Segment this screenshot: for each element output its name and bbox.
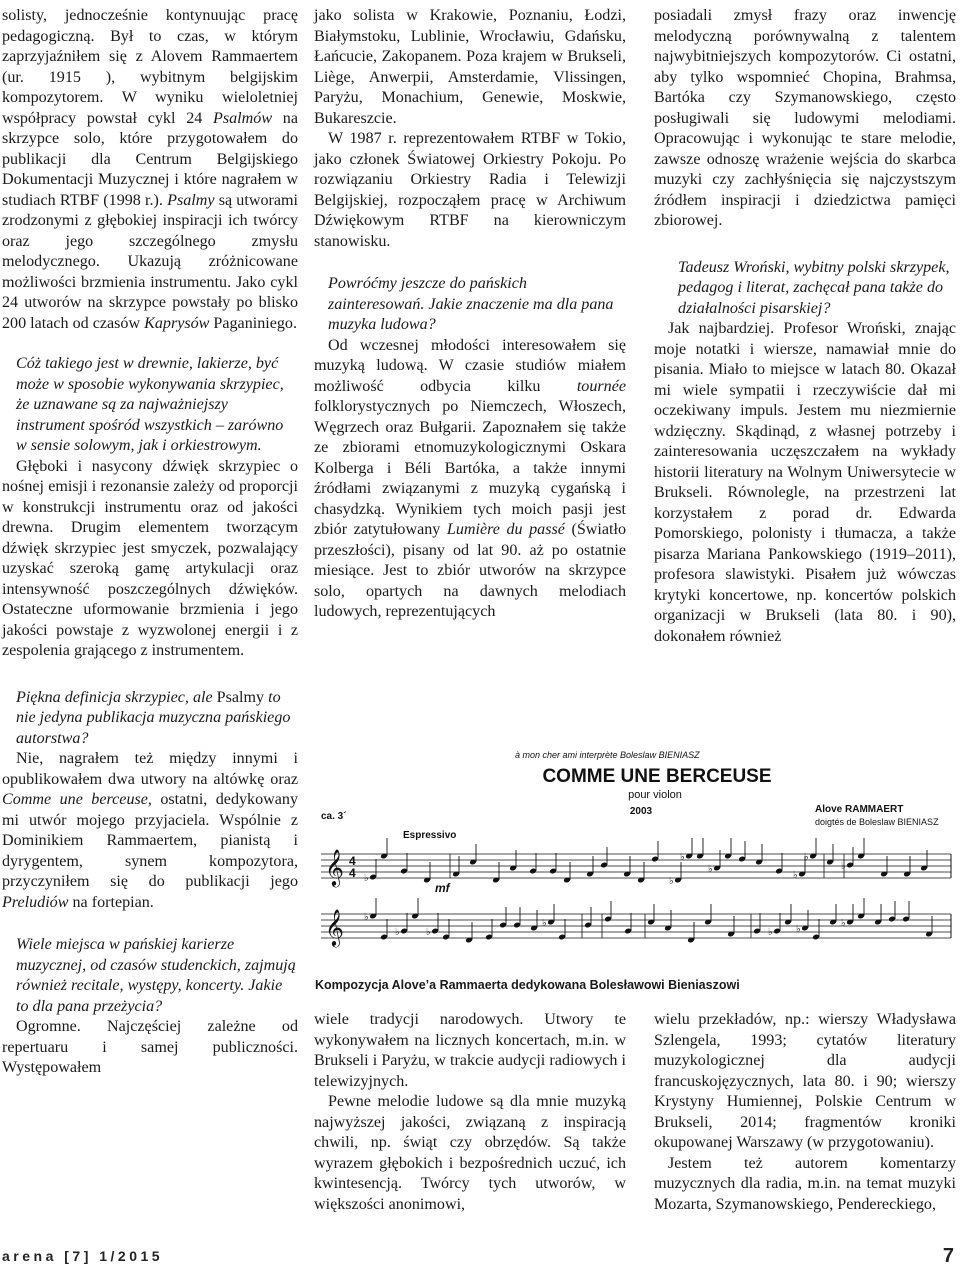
music-staves <box>321 838 951 947</box>
svg-text:♭: ♭ <box>841 861 846 872</box>
paragraph: Ogromne. Najczęściej zależne od repertuaru i samej publiczności. Występowałem <box>2 1018 298 1076</box>
column-4 <box>314 1010 626 1215</box>
svg-text:♭: ♭ <box>426 927 431 938</box>
paragraph: jako solista w Krakowie, Poznaniu, Łodzi, Białymstoku, Lublinie, Wrocławiu, Gdańsku, Łańcucie, Zakopanem. Poza krajem w Brukseli, Liège, Anwerpii, Amsterdamie, Vlissingen, Paryżu, Monachium, Genewie, Moskwie, Bukareszcie. <box>314 7 626 127</box>
score-fingering: doigtés de Boleslaw BIENIASZ <box>815 817 939 827</box>
column-3 <box>654 6 956 647</box>
svg-text:4: 4 <box>349 854 356 868</box>
svg-text:♭: ♭ <box>768 927 773 938</box>
interview-question: Cóż takiego jest w drewnie, lakierze, być może w sposobie wykonywania skrzypiec, że uznawane są za najważniejszy instrument spośród wszystkich – zarówno w sensie solowym, jak i orkiestrowym. <box>16 355 284 454</box>
column-2 <box>314 6 626 623</box>
magazine-name: arena [7] 1/2015 <box>2 1248 164 1264</box>
svg-text:♭: ♭ <box>364 873 369 884</box>
music-score-image <box>315 746 955 968</box>
figure-caption: Kompozycja Alove’a Rammaerta dedykowana Bolesławowi Bieniaszowi <box>315 978 740 992</box>
paragraph: posiadali zmysł frazy oraz inwencję melodyczną porównywalną z talentem najwybitniejszych kompozytorów. Ci ostatni, aby tylko wspomnieć Chopina, Brahmsa, Bartóka czy Szymanowskiego, często posługiwali się ludowymi melodiami. Opracowując i wykonując te stare melodie, zawsze odnoszę wrażenie wejścia do skarbca muzyki czy zachłyśnięcia się najczystszym źródłem inspiracji i dziedzictwa pamięci zbiorowej. <box>654 7 956 229</box>
paragraph: Od wczesnej młodości interesowałem się muzyką ludową. W czasie studiów miałem możliwość odbycia kilku tournée folklorystycznych po Niemczech, Włoszech, Węgrzech oraz Bułgarii. Zapoznałem się także ze zbiorami etnomuzykologicznymi Oskara Kolberga i Béli Bartóka, a także innymi źródłami związanymi z muzyką cygańską i chasydzką. Wynikiem tych moich pasji jest zbiór zatytułowany Lumière du passé (Światło przeszłości), pisany od lat 90. aż po ostatnie miesiące. Jest to zbiór utworów na skrzypce solo, opartych na dawnych melodiach ludowych, reprezentujących <box>314 336 626 620</box>
svg-text:♭: ♭ <box>804 852 809 863</box>
page-number: 7 <box>942 1245 954 1267</box>
score-year: 2003 <box>629 806 653 817</box>
score-subtitle: pour violon <box>628 789 682 801</box>
svg-text:♭: ♭ <box>793 870 798 881</box>
paragraph: wielu przekładów, np.: wierszy Władysława Szlengela, 1993; cytatów literatury muzykologicznej dla audycji francuskojęzycznych, lata 80. i 90; wierszy Krystyny Humiennej, Polskie Centrum w Brukseli, 2014; fragmentów kroniki okupowanej Warszawy (w przygotowaniu). <box>654 1011 956 1151</box>
score-dynamic: mf <box>435 881 450 895</box>
svg-text:♭: ♭ <box>542 918 547 929</box>
interview-question: Tadeusz Wroński, wybitny polski skrzypek, pedagog i literat, zachęcał pana także do działalności pisarskiej? <box>678 258 950 317</box>
paragraph: Jestem też autorem komentarzy muzycznych dla radia, m.in. na temat muzyki Mozarta, Szymanowskiego, Pendereckiego, <box>654 1154 956 1213</box>
paragraph: Nie, nagrałem też między innymi i opublikowałem dwa utwory na altówkę oraz Comme une berceuse, ostatni, dedykowany mi utwór mojego przyjaciela. Wspólnie z Dominikiem Rammaertem, pianistą i dyrygentem, synem kompozytora, przyczyniłem się do publikacji jego Preludiów na fortepian. <box>2 750 298 911</box>
interview-question: Powróćmy jeszcze do pańskich zainteresowań. Jakie znaczenie ma dla pana muzyka ludowa? <box>328 275 614 333</box>
score-dedication: à mon cher ami interprète Boleslaw BIENIASZ <box>515 750 700 760</box>
svg-text:♭: ♭ <box>680 852 685 863</box>
paragraph: Głęboki i nasycony dźwięk skrzypiec o nośnej emisji i rezonansie zależy od proporcji w konstrukcji instrumentu oraz od jakości drewna. Drugim elementem tworzącym dźwięk skrzypiec jest smyczek, pozwalający uzyskać szeroką gamę artykulacji oraz intensywność poszczególnych dźwięków. Ostateczne uformowanie brzmienia i jego jakości powstaje z wyzwolonej energii i z zespolenia grającego z instrumentem. <box>2 457 298 659</box>
paragraph: Jak najbardziej. Profesor Wroński, znając moje notatki i wiersze, namawiał mnie do pisania. Miało to miejsce w latach 80. Okazał mi wiele sympatii i rzeczywiście dał mi oczekiwany impuls. Jestem mu niezmiernie wdzięczny. Skądinąd, z własnej potrzeby i zainteresowania uczęszczałem na wykłady historii literatury na Wolnym Uniwersytecie w Brukseli. Równolegle, na przestrzeni lat korzystałem z porad dr. Edwarda Pomorskiego, polonisty i tłumacza, a także pisarza Mariana Pankowskiego (1919–2011), profesora slawistyki. Pisałem już wówczas krytyki koncertowe, np. koncertów polskich organizacji w Brukseli (lata 80. i 90), dokonałem również <box>654 320 956 645</box>
svg-text:♭: ♭ <box>395 927 400 938</box>
paragraph: wiele tradycji narodowych. Utwory te wykonywałem na licznych koncertach, m.in. w Brukseli i Paryżu, w trakcie audycji radiowych i telewizyjnych. <box>314 1011 626 1090</box>
interview-question: Piękna definicja skrzypiec, ale Psalmy to nie jedyna publikacja muzyczna pańskiego autorstwa? <box>16 688 291 747</box>
svg-text:♭: ♭ <box>796 924 801 935</box>
column-5 <box>654 1010 956 1215</box>
column-1 <box>2 6 298 1079</box>
score-tempo: Espressivo <box>403 830 457 841</box>
paragraph: solisty, jednocześnie kontynuując pracę pedagogiczną. Był to czas, w którym zaprzyjaźniłem się z Alovem Rammaertem (ur. 1915 ), wybitnym belgijskim kompozytorem. W wyniku wieloletniej współpracy powstał cykl 24 Psalmów na skrzypce solo, które przygotowałem do publikacji dla Centrum Belgijskiego Dokumentacji Muzycznej i które nagrałem w studiach RTBF (1998 r.). Psalmy są utworami zrodzonymi z głębokiej inspiracji ich twórcy oraz jego szczególnego zmysłu melodycznego. Ukazują zróżnicowane możliwości brzmienia instrumentu. Jako cykl 24 utworów na skrzypce powstały po blisko 200 latach od czasów Kaprysów Paganiniego. <box>2 7 298 332</box>
svg-text:♭: ♭ <box>669 876 674 887</box>
svg-text:𝄞: 𝄞 <box>325 849 344 885</box>
score-composer: Alove RAMMAERT <box>815 804 904 815</box>
paragraph: W 1987 r. reprezentowałem RTBF w Tokio, jako członek Światowej Orkiestry Pokoju. Po rozwiązaniu Orkiestry Radia i Telewizji Belgijskiej, rozpocząłem pracę w Archiwum Dźwiękowym RTBF na kierowniczym stanowisku. <box>314 130 626 250</box>
svg-text:𝄞: 𝄞 <box>325 909 344 945</box>
score-duration: ca. 3´ <box>321 811 347 822</box>
score-title: COMME UNE BERCEUSE <box>542 766 772 787</box>
interview-question: Wiele miejsca w pańskiej karierze muzycznej, od czasów studenckich, zajmują również recitale, występy, koncerty. Jakie to dla pana przeżycia? <box>16 936 296 1015</box>
svg-text:♭: ♭ <box>841 918 846 929</box>
svg-text:♭: ♭ <box>708 864 713 875</box>
paragraph: Pewne melodie ludowe są dla mnie muzyką najwyższej jakości, związaną z inspiracją chwili, np. świąt czy obrzędów. Są także wyrazem głębokich i bezpośrednich uczuć, ich kwintesencją. Twórcy tych utworów, w większości anonimowi, <box>314 1093 626 1213</box>
svg-text:♭: ♭ <box>364 912 369 923</box>
svg-text:4: 4 <box>349 866 356 880</box>
